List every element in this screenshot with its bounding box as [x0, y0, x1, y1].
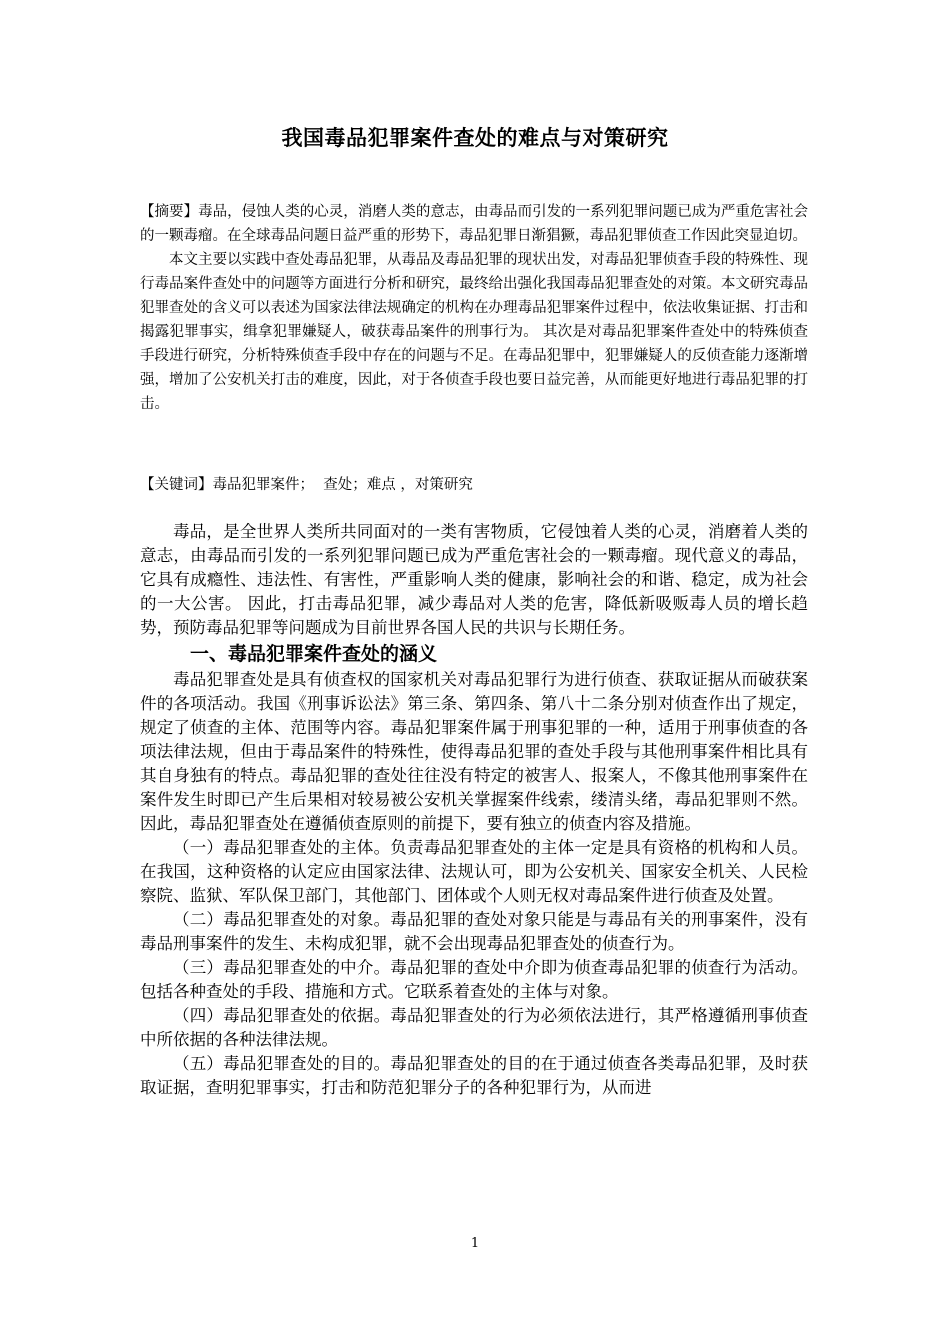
page-number: 1 — [470, 1236, 480, 1251]
abstract-paragraph: 【摘要】毒品，侵蚀人类的心灵，消磨人类的意志，由毒品而引发的一系列犯罪问题已成为严重危害社会的一颗毒瘤。在全球毒品问题日益严重的形势下，毒品犯罪日渐猖獗，毒品犯罪侦查工作因此突显迫切。 — [140, 204, 808, 244]
body-paragraph: （二）毒品犯罪查处的对象。毒品犯罪的查处对象只能是与毒品有关的刑事案件，没有毒品刑事案件的发生、未构成犯罪，就不会出现毒品犯罪查处的侦查行为。 — [140, 910, 808, 953]
body-section — [140, 520, 808, 1100]
document-title: 我国毒品犯罪案件查处的难点与对策研究 — [281, 126, 669, 150]
body-paragraph: （五）毒品犯罪查处的目的。毒品犯罪查处的目的在于通过侦查各类毒品犯罪，及时获取证据，查明犯罪事实，打击和防范犯罪分子的各种犯罪行为，从而进 — [140, 1054, 808, 1097]
section-heading: 一、毒品犯罪案件查处的涵义 — [190, 643, 438, 665]
abstract-section — [140, 200, 808, 416]
body-paragraph: （三）毒品犯罪查处的中介。毒品犯罪的查处中介即为侦查毒品犯罪的侦查行为活动。包括各种查处的手段、措施和方式。它联系着查处的主体与对象。 — [140, 958, 808, 1001]
keywords-line: 【关键词】毒品犯罪案件； 查处；难点 ，对策研究 — [140, 477, 473, 493]
intro-paragraph: 毒品，是全世界人类所共同面对的一类有害物质，它侵蚀着人类的心灵，消磨着人类的意志，由毒品而引发的一系列犯罪问题已成为严重危害社会的一颗毒瘤。现代意义的毒品，它具有成瘾性、违法性、有害性，严重影响人类的健康，影响社会的和谐、稳定，成为社会的一大公害。 因此，打击毒品犯罪，减少毒品对人类的危害，降低新吸贩毒人员的增长趋势，预防毒品犯罪等问题成为目前世界各国人民的共识与长期任务。 — [140, 522, 808, 637]
body-paragraph: 毒品犯罪查处是具有侦查权的国家机关对毒品犯罪行为进行侦查、获取证据从而破获案件的各项活动。我国《刑事诉讼法》第三条、第四条、第八十二条分别对侦查作出了规定，规定了侦查的主体、范围等内容。毒品犯罪案件属于刑事犯罪的一种，适用于刑事侦查的各项法律法规，但由于毒品案件的特殊性，使得毒品犯罪的查处手段与其他刑事案件相比具有其自身独有的特点。毒品犯罪的查处往往没有特定的被害人、报案人，不像其他刑事案件在案件发生时即已产生后果相对较易被公安机关掌握案件线索，缕清头绪，毒品犯罪则不然。因此，毒品犯罪查处在遵循侦查原则的前提下，要有独立的侦查内容及措施。 — [140, 670, 808, 833]
body-paragraph: （一）毒品犯罪查处的主体。负责毒品犯罪查处的主体一定是具有资格的机构和人员。在我国，这种资格的认定应由国家法律、法规认可，即为公安机关、国家安全机关、人民检察院、监狱、军队保卫部门，其他部门、团体或个人则无权对毒品案件进行侦查及处置。 — [140, 838, 808, 905]
abstract-paragraph: 本文主要以实践中查处毒品犯罪，从毒品及毒品犯罪的现状出发，对毒品犯罪侦查手段的特殊性、现行毒品案件查处中的问题等方面进行分析和研究，最终给出强化我国毒品犯罪查处的对策。本文研究毒品犯罪查处的含义可以表述为国家法律法规确定的机构在办理毒品犯罪案件过程中，依法收集证据、打击和揭露犯罪事实，缉拿犯罪嫌疑人，破获毒品案件的刑事行为。 其次是对毒品犯罪案件查处中的特殊侦查手段进行研究，分析特殊侦查手段中存在的问题与不足。在毒品犯罪中，犯罪嫌疑人的反侦查能力逐渐增强，增加了公安机关打击的难度，因此，对于各侦查手段也要日益完善，从而能更好地进行毒品犯罪的打击。 — [140, 252, 808, 412]
body-paragraph: （四）毒品犯罪查处的依据。毒品犯罪查处的行为必须依法进行，其严格遵循刑事侦查中所依据的各种法律法规。 — [140, 1006, 808, 1049]
